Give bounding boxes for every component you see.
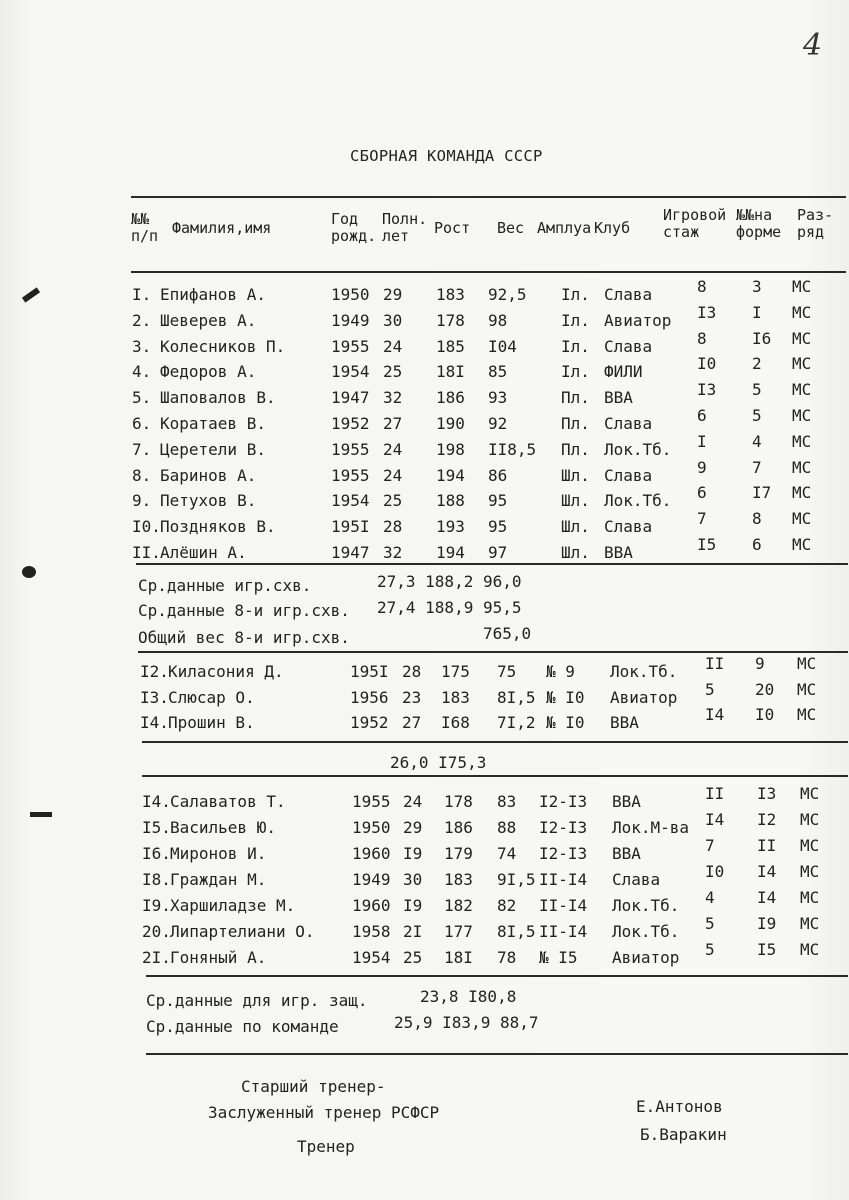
cell-name: Харшиладзе М. (170, 896, 296, 915)
cell-exp: II (705, 654, 725, 673)
cell-rank: МС (792, 509, 812, 529)
cell-jersey: 5 (752, 406, 762, 425)
cell-name: Граждан М. (170, 870, 267, 889)
def-avg-values: 23,8 I80,8 (420, 987, 517, 1006)
cell-exp: 9 (697, 457, 707, 477)
summary3-bottom-rule (146, 1053, 848, 1055)
cell-role: Шл. (561, 491, 590, 511)
cell-weight: 78 (497, 948, 517, 967)
cell-height: 194 (436, 465, 465, 485)
cell-weight: 74 (497, 844, 517, 863)
cell-num: I3. (140, 687, 169, 707)
cell-rank: МС (800, 888, 820, 907)
cell-age: 28 (383, 517, 403, 537)
avg-label: Ср.данные игр.схв. (138, 576, 312, 595)
cell-num: I6. (142, 844, 171, 863)
cell-height: 182 (444, 896, 473, 915)
group1-bottom-rule (136, 563, 848, 565)
cell-rank: МС (800, 810, 820, 829)
cell-club: Авиатор (610, 687, 678, 707)
cell-age: 25 (383, 362, 403, 382)
header-top-rule (131, 196, 846, 198)
cell-year: 1950 (331, 285, 370, 304)
cell-rank: МС (792, 302, 812, 322)
cell-num: 5. (132, 388, 152, 408)
cell-year: 1958 (352, 922, 391, 941)
def-avg-label: Ср.данные для игр. защ. (146, 991, 368, 1010)
header-age: Полн. лет (382, 210, 428, 245)
cell-role: Шл. (561, 465, 590, 485)
cell-year: 1954 (331, 491, 370, 511)
cell-year: 1949 (352, 870, 391, 889)
cell-age: 24 (383, 336, 403, 356)
header-height: Рост (434, 219, 471, 237)
cell-jersey: I5 (757, 940, 777, 959)
cell-role: II-I4 (539, 896, 588, 915)
cell-jersey: 7 (752, 457, 762, 477)
cell-name: Шаповалов В. (160, 388, 276, 408)
cell-name: Слюсар О. (168, 687, 255, 707)
cell-year: 1947 (331, 388, 370, 408)
team-avg-label: Ср.данные по команде (146, 1017, 339, 1036)
cell-weight: 98 (488, 310, 508, 330)
cell-age: 30 (403, 870, 423, 889)
cell-exp: 7 (697, 509, 707, 529)
cell-rank: МС (800, 914, 820, 933)
cell-num: 2I. (142, 948, 171, 967)
cell-name: Киласония Д. (168, 662, 284, 681)
cell-num: 8. (132, 465, 152, 485)
header-year: Год рожд. (331, 210, 377, 245)
cell-club: Слава (604, 517, 653, 537)
header-weight: Вес (497, 219, 525, 237)
cell-name: Гоняный А. (170, 948, 267, 967)
cell-height: 18I (436, 362, 465, 382)
cell-height: 188 (436, 491, 465, 511)
cell-jersey: 4 (752, 431, 762, 451)
cell-year: 1949 (331, 310, 370, 330)
cell-height: 185 (436, 336, 465, 356)
cell-num: I4. (140, 713, 169, 732)
cell-height: 183 (444, 870, 473, 889)
cell-weight: 93 (488, 388, 508, 408)
cell-club: ВВА (610, 713, 639, 732)
cell-num: I0. (132, 517, 161, 537)
cell-year: 1955 (352, 792, 391, 811)
cell-jersey: 6 (752, 535, 762, 554)
cell-height: 179 (444, 844, 473, 863)
header-club: Клуб (594, 219, 631, 237)
cell-height: 175 (441, 662, 470, 681)
cell-height: 194 (436, 543, 465, 562)
header-jersey: №№на форме (736, 206, 782, 241)
cell-jersey: I4 (757, 888, 777, 907)
cell-club: Лок.Тб. (604, 491, 672, 511)
cell-role: № I0 (546, 713, 585, 732)
cell-exp: II (705, 784, 725, 803)
cell-rank: МС (800, 784, 820, 803)
cell-name: Церетели В. (160, 439, 266, 459)
cell-role: № I5 (539, 948, 578, 967)
summary1-bottom-rule (138, 651, 848, 653)
cell-exp: 6 (697, 483, 707, 503)
cell-age: 28 (402, 662, 422, 681)
cell-age: I9 (403, 844, 423, 863)
cell-jersey: I9 (757, 914, 777, 933)
signature-title-2: Заслуженный тренер РСФСР (208, 1103, 440, 1122)
cell-num: 6. (132, 414, 152, 433)
cell-club: Лок.М-ва (612, 818, 690, 837)
cell-weight: 82 (497, 896, 517, 915)
cell-rank: МС (800, 836, 820, 855)
cell-num: I. (132, 285, 152, 304)
cell-jersey: I2 (757, 810, 777, 829)
cell-year: 1954 (352, 948, 391, 967)
cell-club: Слава (604, 336, 653, 356)
cell-height: 186 (444, 818, 473, 837)
cell-name: Епифанов А. (160, 285, 266, 304)
cell-weight: 88 (497, 818, 517, 837)
cell-name: Петухов В. (160, 491, 257, 511)
cell-weight: I04 (488, 336, 517, 356)
cell-role: Пл. (561, 439, 590, 459)
cell-jersey: 5 (752, 380, 762, 400)
cell-height: 18I (444, 948, 473, 967)
cell-exp: I (697, 431, 707, 451)
cell-age: I9 (403, 896, 423, 915)
cell-role: Шл. (561, 543, 590, 562)
cell-year: 1956 (350, 687, 389, 707)
cell-name: Васильев Ю. (170, 818, 276, 837)
document-title: СБОРНАЯ КОМАНДА СССР (350, 147, 543, 165)
cell-exp: I4 (705, 705, 725, 724)
cell-rank: МС (800, 862, 820, 881)
cell-exp: I3 (697, 380, 717, 400)
cell-year: 1955 (331, 336, 370, 356)
cell-role: № I0 (546, 687, 585, 707)
cell-name: Федоров А. (160, 362, 257, 382)
cell-club: Слава (604, 414, 653, 433)
cell-role: Iл. (561, 362, 590, 382)
cell-age: 32 (383, 388, 403, 408)
header-num: №№ п/п (131, 210, 159, 245)
cell-name: Колесников П. (160, 336, 286, 356)
cell-role: Пл. (561, 388, 590, 408)
cell-role: Iл. (561, 310, 590, 330)
cell-name: Коратаев В. (160, 414, 266, 433)
cell-height: 198 (436, 439, 465, 459)
cell-rank: МС (797, 679, 817, 699)
cell-weight: 85 (488, 362, 508, 382)
signature-title-1: Старший тренер- (241, 1077, 386, 1096)
cell-num: II. (132, 543, 161, 562)
total-weight-label: Общий вес 8-и игр.схв. (138, 628, 350, 647)
cell-age: 29 (403, 818, 423, 837)
cell-club: ВВА (612, 792, 641, 811)
cell-name: Шеверев А. (160, 310, 257, 330)
cell-num: 3. (132, 336, 152, 356)
header-role: Амплуа (537, 219, 592, 237)
avg8-values: 27,4 188,9 95,5 (377, 598, 522, 617)
cell-jersey: 20 (755, 679, 775, 699)
setters-avg-values: 26,0 I75,3 (390, 753, 487, 772)
cell-exp: I0 (705, 862, 725, 881)
cell-jersey: 9 (755, 654, 765, 673)
cell-height: 183 (436, 285, 465, 304)
cell-height: 193 (436, 517, 465, 537)
cell-club: Лок.Тб. (612, 922, 680, 941)
cell-name: Салаватов Т. (170, 792, 286, 811)
cell-age: 24 (383, 439, 403, 459)
cell-age: 25 (383, 491, 403, 511)
cell-age: 24 (383, 465, 403, 485)
cell-rank: МС (792, 406, 812, 425)
cell-jersey: I (752, 302, 762, 322)
cell-name: Баринов А. (160, 465, 257, 485)
cell-exp: I0 (697, 354, 717, 374)
cell-club: Лок.Тб. (604, 439, 672, 459)
cell-year: 1952 (331, 414, 370, 433)
cell-club: Авиатор (604, 310, 672, 330)
cell-name: Поздняков В. (160, 517, 276, 537)
cell-name: Алёшин А. (160, 543, 247, 562)
cell-role: № 9 (546, 662, 575, 681)
cell-club: Лок.Тб. (610, 662, 678, 681)
cell-weight: 95 (488, 491, 508, 511)
cell-jersey: I7 (752, 483, 772, 503)
cell-num: I8. (142, 870, 171, 889)
signature-name-1: Е.Антонов (636, 1097, 723, 1116)
cell-age: 27 (402, 713, 422, 732)
cell-jersey: 8 (752, 509, 762, 529)
cell-jersey: I0 (755, 705, 775, 724)
team-avg-values: 25,9 I83,9 88,7 (394, 1013, 539, 1032)
cell-height: 183 (441, 687, 470, 707)
cell-year: 1955 (331, 439, 370, 459)
cell-num: 9. (132, 491, 152, 511)
cell-exp: 4 (705, 888, 715, 907)
header-name: Фамилия,имя (172, 219, 272, 237)
cell-exp: 7 (705, 836, 715, 855)
avg8-label: Ср.данные 8-и игр.схв. (138, 601, 350, 620)
cell-year: 1952 (350, 713, 389, 732)
cell-club: Авиатор (612, 948, 680, 967)
cell-jersey: I3 (757, 784, 777, 803)
cell-name: Липартелиани О. (170, 922, 315, 941)
cell-rank: МС (792, 457, 812, 477)
cell-weight: 75 (497, 662, 517, 681)
binding-mark (22, 287, 40, 302)
cell-weight: 8I,5 (497, 687, 536, 707)
cell-rank: МС (797, 705, 817, 724)
cell-club: Лок.Тб. (612, 896, 680, 915)
cell-height: 178 (444, 792, 473, 811)
group2-bottom-rule (142, 741, 848, 743)
cell-exp: 6 (697, 406, 707, 425)
cell-height: I68 (441, 713, 470, 732)
header-experience: Игровой стаж (663, 206, 727, 241)
cell-exp: I4 (705, 810, 725, 829)
cell-exp: I3 (697, 302, 717, 322)
cell-height: 190 (436, 414, 465, 433)
cell-age: 30 (383, 310, 403, 330)
header-rank: Раз- ряд (797, 206, 834, 241)
binding-mark (22, 566, 36, 578)
group3-bottom-rule (146, 975, 848, 977)
cell-year: 1960 (352, 896, 391, 915)
cell-weight: 9I,5 (497, 870, 536, 889)
cell-height: 178 (436, 310, 465, 330)
cell-year: 1960 (352, 844, 391, 863)
cell-jersey: I6 (752, 328, 772, 348)
cell-rank: МС (792, 328, 812, 348)
cell-year: 195I (331, 517, 370, 537)
cell-role: Iл. (561, 285, 590, 304)
cell-rank: МС (792, 277, 812, 296)
cell-role: II-I4 (539, 870, 588, 889)
cell-age: 25 (403, 948, 423, 967)
cell-num: I5. (142, 818, 171, 837)
cell-exp: 8 (697, 328, 707, 348)
cell-jersey: II (757, 836, 777, 855)
cell-role: I2-I3 (539, 792, 588, 811)
signature-name-2: Б.Варакин (640, 1125, 727, 1144)
cell-num: 7. (132, 439, 152, 459)
cell-jersey: 2 (752, 354, 762, 374)
cell-jersey: 3 (752, 277, 762, 296)
signature-title-3: Тренер (297, 1137, 355, 1156)
cell-club: ВВА (604, 388, 633, 408)
cell-year: 1947 (331, 543, 370, 562)
cell-weight: 92,5 (488, 285, 527, 304)
cell-weight: 8I,5 (497, 922, 536, 941)
cell-role: Пл. (561, 414, 590, 433)
cell-name: Миронов И. (170, 844, 267, 863)
cell-role: I2-I3 (539, 818, 588, 837)
cell-exp: 5 (705, 940, 715, 959)
cell-exp: 5 (705, 679, 715, 699)
cell-weight: 97 (488, 543, 508, 562)
cell-weight: 7I,2 (497, 713, 536, 732)
cell-height: 177 (444, 922, 473, 941)
cell-num: 4. (132, 362, 152, 382)
cell-rank: МС (800, 940, 820, 959)
cell-height: 186 (436, 388, 465, 408)
cell-year: 195I (350, 662, 389, 681)
total-weight-value: 765,0 (483, 624, 532, 643)
cell-weight: 92 (488, 414, 508, 433)
cell-role: I2-I3 (539, 844, 588, 863)
cell-num: 20. (142, 922, 171, 941)
cell-age: 27 (383, 414, 403, 433)
cell-rank: МС (792, 483, 812, 503)
cell-age: 2I (403, 922, 423, 941)
binding-mark (30, 812, 52, 817)
cell-num: I2. (140, 662, 169, 681)
cell-num: I9. (142, 896, 171, 915)
cell-role: II-I4 (539, 922, 588, 941)
cell-exp: 8 (697, 277, 707, 296)
cell-club: Слава (604, 285, 653, 304)
cell-role: Iл. (561, 336, 590, 356)
cell-year: 1954 (331, 362, 370, 382)
cell-club: Слава (604, 465, 653, 485)
cell-club: Слава (612, 870, 661, 889)
cell-club: ВВА (604, 543, 633, 562)
cell-rank: МС (792, 354, 812, 374)
cell-weight: II8,5 (488, 439, 537, 459)
cell-weight: 86 (488, 465, 508, 485)
cell-name: Прошин В. (168, 713, 255, 732)
cell-age: 29 (383, 285, 403, 304)
cell-rank: МС (792, 380, 812, 400)
cell-rank: МС (792, 535, 812, 554)
cell-weight: 95 (488, 517, 508, 537)
page-number: 4 (803, 28, 823, 63)
avg-values: 27,3 188,2 96,0 (377, 572, 522, 591)
cell-jersey: I4 (757, 862, 777, 881)
cell-rank: МС (797, 654, 817, 673)
summary2-bottom-rule (142, 775, 848, 777)
cell-num: 2. (132, 310, 152, 330)
cell-role: Шл. (561, 517, 590, 537)
cell-weight: 83 (497, 792, 517, 811)
cell-age: 23 (402, 687, 422, 707)
cell-num: I4. (142, 792, 171, 811)
cell-exp: 5 (705, 914, 715, 933)
cell-age: 24 (403, 792, 423, 811)
header-bottom-rule (131, 271, 846, 273)
cell-age: 32 (383, 543, 403, 562)
cell-club: ВВА (612, 844, 641, 863)
cell-club: ФИЛИ (604, 362, 643, 382)
cell-exp: I5 (697, 535, 717, 554)
cell-rank: МС (792, 431, 812, 451)
cell-year: 1950 (352, 818, 391, 837)
cell-year: 1955 (331, 465, 370, 485)
